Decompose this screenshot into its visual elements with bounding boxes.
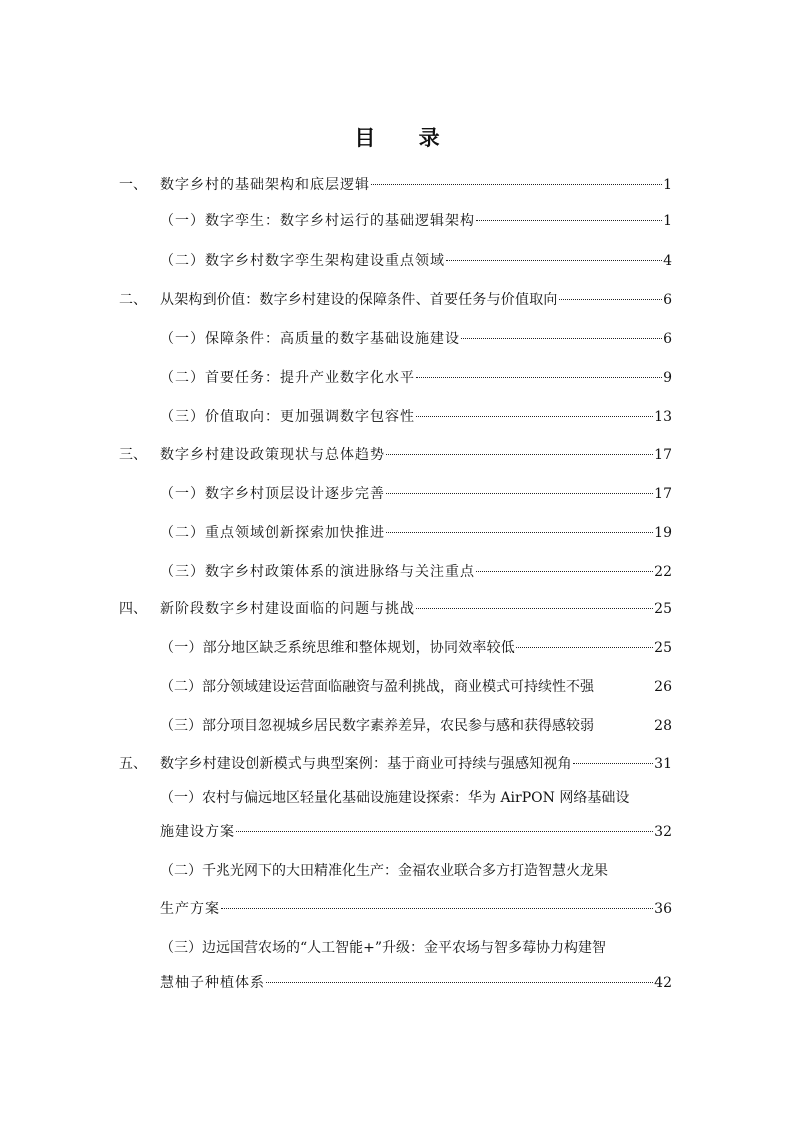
toc-entry-text: （二）重点领域创新探索加快推进 [160, 525, 385, 541]
toc-entry-text: 新阶段数字乡村建设面临的问题与挑战 [160, 601, 415, 617]
toc-entry-3-2[interactable] [160, 522, 672, 544]
toc-page-number: 25 [654, 601, 672, 617]
toc-entry-text: （三）数字乡村政策体系的演进脉络与关注重点 [160, 564, 475, 580]
toc-entry-text: （一）保障条件：高质量的数字基础设施建设 [160, 331, 460, 347]
toc-entry-text: （二）数字乡村数字孪生架构建设重点领域 [160, 253, 445, 269]
toc-page-number: 4 [663, 253, 672, 269]
toc-entry-number: 三、 [119, 447, 147, 463]
dot-leader [416, 608, 653, 609]
toc-page-number: 17 [654, 486, 672, 502]
toc-entry-text: （一）部分地区缺乏系统思维和整体规划，协同效率较低 [160, 640, 515, 656]
page-title: 目 录 [354, 126, 458, 150]
toc-page-number: 42 [654, 975, 672, 991]
toc-entry-text-continued: 施建设方案 [160, 824, 235, 840]
toc-page-number: 19 [654, 525, 672, 541]
toc-entry-text: （一）农村与偏远地区轻量化基础设施建设探索：华为 AirPON 网络基础设 [160, 790, 630, 806]
toc-entry-number: 五、 [119, 756, 147, 772]
toc-entry-4-1[interactable] [160, 637, 672, 659]
toc-entry-number: 一、 [119, 177, 147, 193]
toc-entry-2-3[interactable] [160, 406, 672, 428]
toc-entry-text: （一）数字孪生：数字乡村运行的基础逻辑架构 [160, 213, 475, 229]
toc-entry-3-3[interactable] [160, 561, 672, 583]
toc-entry-text: （一）数字乡村顶层设计逐步完善 [160, 486, 385, 502]
toc-entry-number: 四、 [119, 601, 147, 617]
toc-entry-5-3-line1[interactable] [160, 937, 672, 959]
toc-entry-1[interactable] [119, 174, 672, 196]
toc-entry-3[interactable] [119, 444, 672, 466]
toc-page-number: 13 [654, 409, 672, 425]
toc-entry-5-3-line2[interactable] [160, 972, 672, 994]
toc-entry-5-2-line2[interactable] [160, 898, 672, 920]
toc-entry-1-1[interactable] [160, 210, 672, 232]
toc-entry-text-continued: 慧柚子种植体系 [160, 975, 265, 991]
toc-entry-text: 数字乡村建设政策现状与总体趋势 [160, 447, 385, 463]
toc-page-number: 6 [663, 331, 672, 347]
toc-entry-text: （二）首要任务：提升产业数字化水平 [160, 370, 415, 386]
toc-entry-1-2[interactable] [160, 250, 672, 272]
toc-page-number: 22 [654, 564, 672, 580]
toc-page-number: 28 [654, 718, 672, 734]
toc-page-number: 31 [654, 756, 672, 772]
dot-leader [476, 571, 653, 572]
dot-leader [386, 454, 653, 455]
dot-leader [516, 647, 653, 648]
toc-entry-text: 从架构到价值：数字乡村建设的保障条件、首要任务与价值取向 [160, 292, 558, 308]
toc-page-number: 32 [654, 824, 672, 840]
toc-page-number: 36 [654, 901, 672, 917]
dot-leader [386, 532, 653, 533]
dot-leader [416, 416, 653, 417]
toc-entry-text: 数字乡村建设创新模式与典型案例：基于商业可持续与强感知视角 [160, 756, 572, 772]
toc-entry-text: （二）千兆光网下的大田精准化生产：金福农业联合多方打造智慧火龙果 [160, 863, 608, 879]
toc-entry-5-1-line1[interactable] [160, 787, 672, 809]
dot-leader [573, 763, 653, 764]
dot-leader [446, 260, 662, 261]
toc-page-number: 26 [654, 679, 672, 695]
dot-leader [476, 220, 662, 221]
toc-entry-text-continued: 生产方案 [160, 901, 220, 917]
toc-entry-number: 二、 [119, 292, 147, 308]
toc-entry-2-2[interactable] [160, 367, 672, 389]
dot-leader [266, 982, 653, 983]
dot-leader [371, 184, 662, 185]
dot-leader [386, 493, 653, 494]
toc-page-number: 17 [654, 447, 672, 463]
toc-entry-5-1-line2[interactable] [160, 821, 672, 843]
toc-page-number: 1 [663, 213, 672, 229]
toc-entry-3-1[interactable] [160, 483, 672, 505]
dot-leader [416, 377, 662, 378]
toc-page-number: 1 [663, 177, 672, 193]
toc-entry-2[interactable] [119, 289, 672, 311]
toc-page-number: 9 [663, 370, 672, 386]
toc-entry-text: 数字乡村的基础架构和底层逻辑 [160, 177, 370, 193]
toc-entry-4[interactable] [119, 598, 672, 620]
dot-leader [221, 908, 653, 909]
toc-entry-5[interactable] [119, 753, 672, 775]
dot-leader [461, 338, 662, 339]
toc-entry-text: （三）边远国营农场的“人工智能+”升级：金平农场与智多莓协力构建智 [160, 940, 607, 956]
toc-entry-5-2-line1[interactable] [160, 860, 672, 882]
dot-leader [236, 831, 653, 832]
toc-entry-text: （三）部分项目忽视城乡居民数字素养差异，农民参与感和获得感较弱 [160, 718, 594, 734]
dot-leader [559, 299, 662, 300]
toc-page-number: 25 [654, 640, 672, 656]
toc-entry-2-1[interactable] [160, 328, 672, 350]
toc-entry-text: （三）价值取向：更加强调数字包容性 [160, 409, 415, 425]
toc-entry-4-3[interactable] [160, 715, 672, 737]
toc-page-number: 6 [663, 292, 672, 308]
toc-entry-4-2[interactable] [160, 676, 672, 698]
toc-entry-text: （二）部分领域建设运营面临融资与盈利挑战，商业模式可持续性不强 [160, 679, 594, 695]
